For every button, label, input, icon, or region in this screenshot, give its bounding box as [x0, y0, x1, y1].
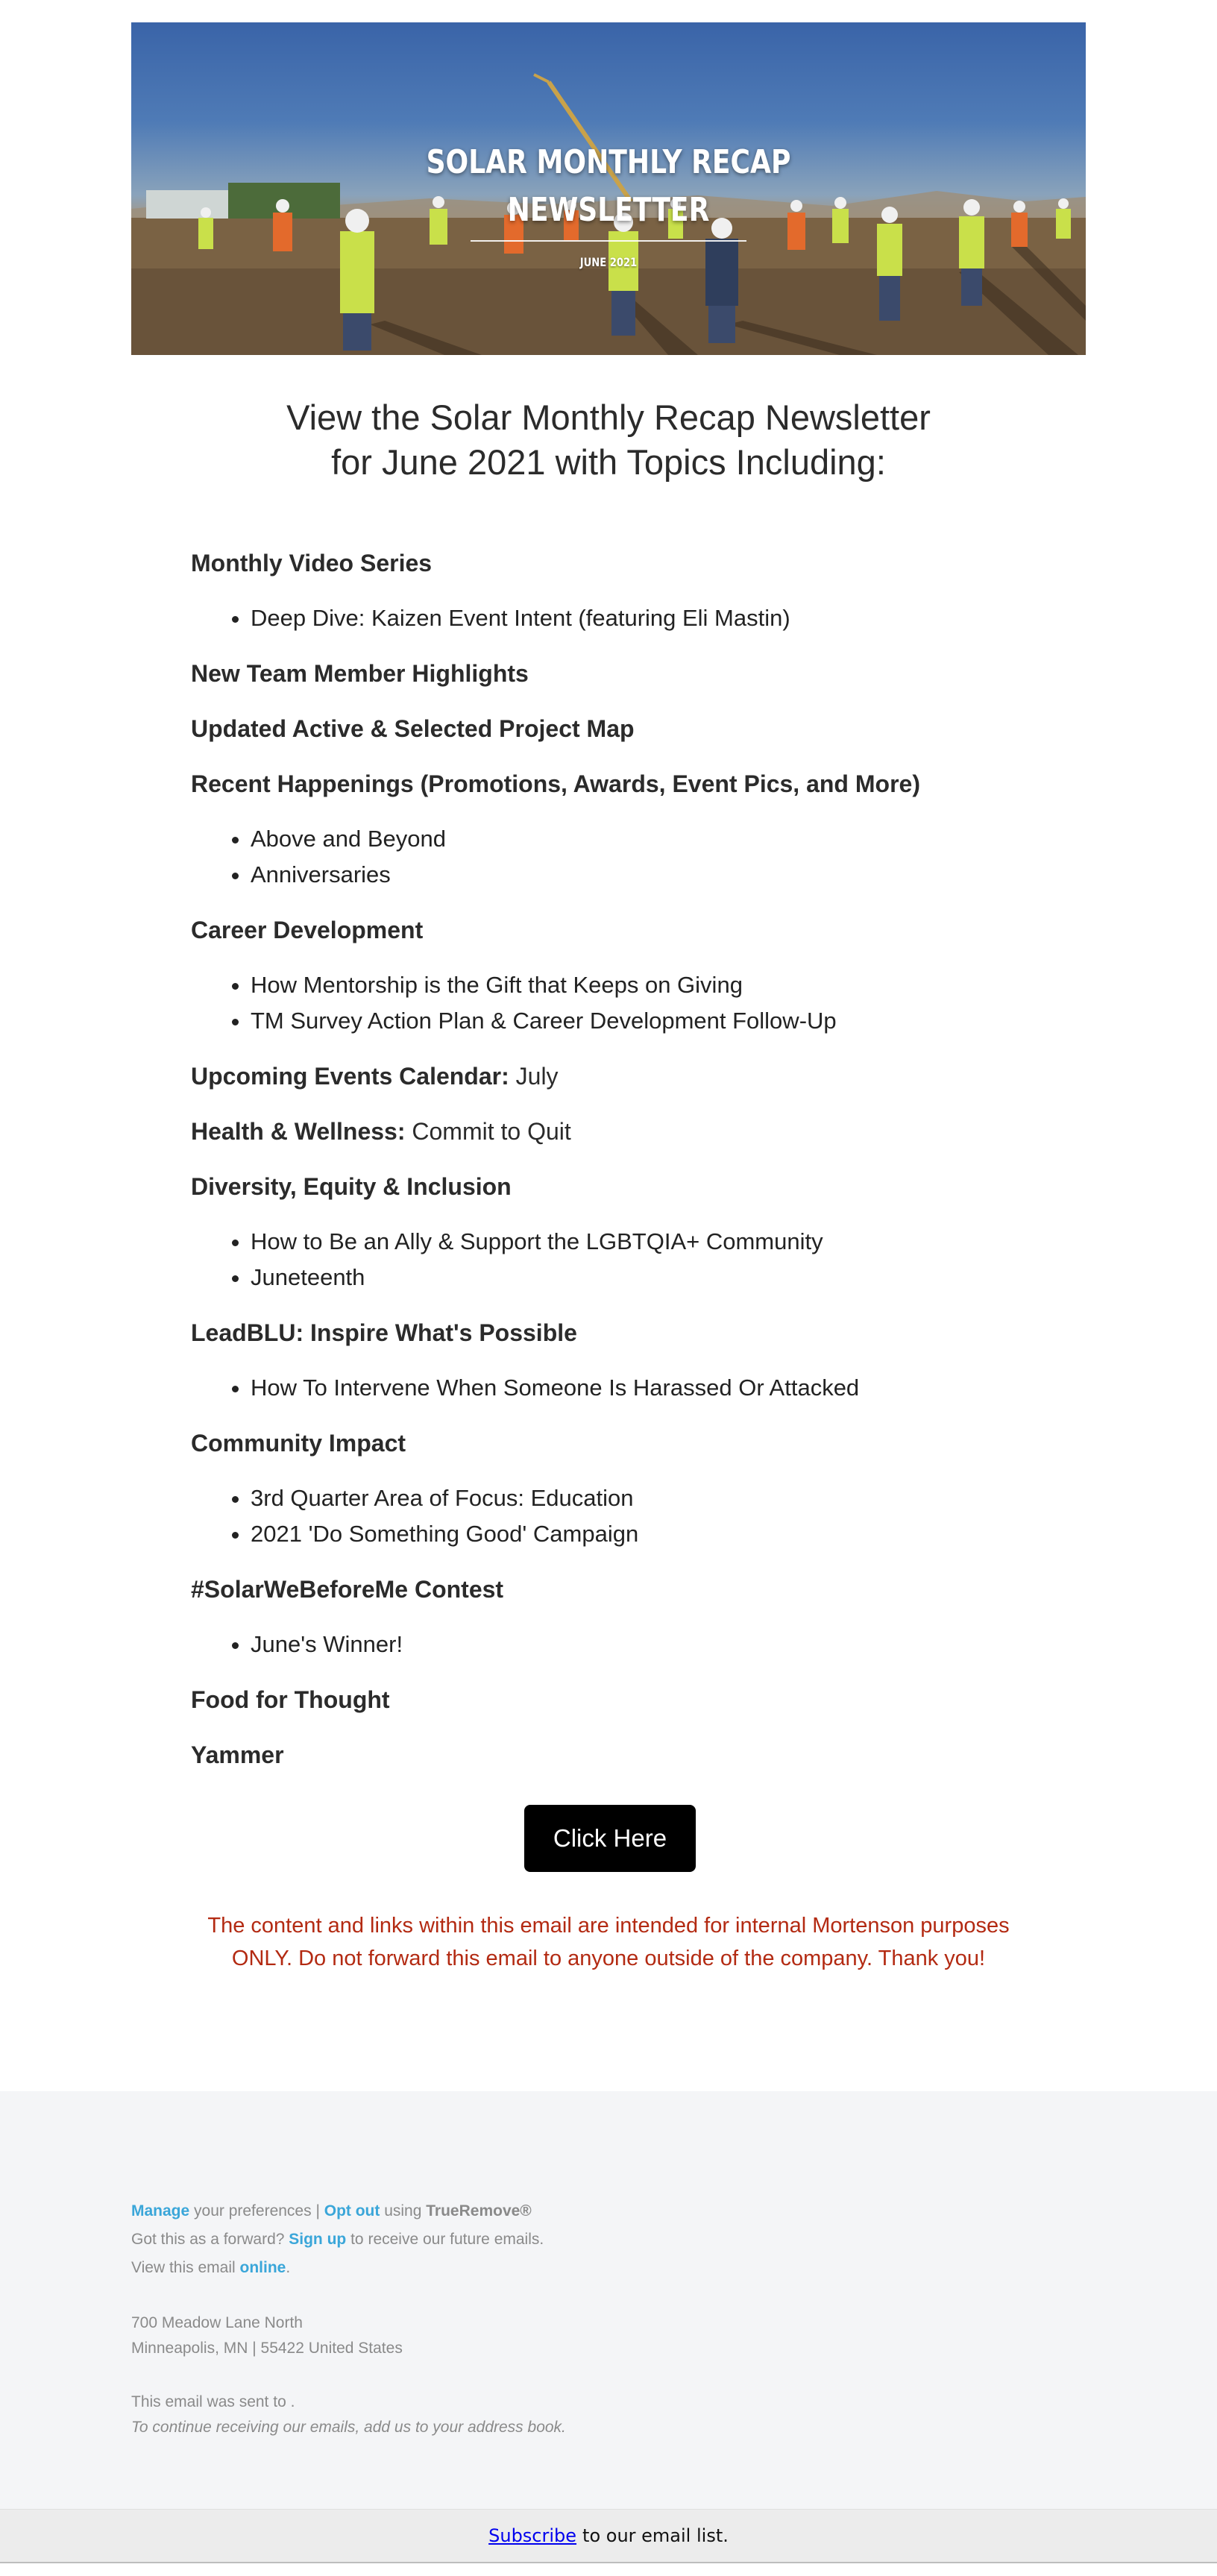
topic-title: Yammer — [191, 1741, 284, 1768]
topic-item: • 3rd Quarter Area of Focus: Education — [251, 1480, 1026, 1516]
topic-item: • Deep Dive: Kaizen Event Intent (featuring Eli Mastin) — [251, 600, 1026, 636]
topic-items — [191, 821, 1026, 893]
footer-links — [131, 2197, 544, 2282]
topic-title: Monthly Video Series — [191, 550, 433, 577]
address-line2: Minneapolis, MN | 55422 United States — [131, 2340, 403, 2357]
topic-title: LeadBLU: Inspire What's Possible — [191, 1319, 577, 1346]
click-here-button[interactable]: Click Here — [524, 1805, 696, 1872]
topics-list — [191, 548, 1026, 1795]
topic-heading — [191, 1172, 1026, 1201]
view-text: View this email — [131, 2259, 240, 2276]
topic-suffix: July — [509, 1063, 559, 1090]
topic-items — [191, 967, 1026, 1039]
signup-rest: to receive our future emails. — [346, 2231, 544, 2248]
forward-text: Got this as a forward? — [131, 2231, 289, 2248]
topic-title: New Team Member Highlights — [191, 660, 529, 687]
hero-divider — [471, 240, 746, 242]
topic-title: Food for Thought — [191, 1686, 390, 1713]
topic-heading — [191, 659, 1026, 688]
topic-item: • 2021 'Do Something Good' Campaign — [251, 1516, 1026, 1552]
topic-heading — [191, 1116, 1026, 1146]
topic-title: Community Impact — [191, 1430, 406, 1457]
topic-heading — [191, 548, 1026, 578]
manage-rest: your preferences | — [189, 2202, 324, 2220]
topic-heading — [191, 1574, 1026, 1604]
address-line1: 700 Meadow Lane North — [131, 2314, 303, 2331]
topic-item: • How To Intervene When Someone Is Harassed Or Attacked — [251, 1370, 1026, 1406]
topic-items — [191, 1480, 1026, 1552]
topic-items — [191, 1627, 1026, 1662]
topic-item: • Juneteenth — [251, 1260, 1026, 1295]
topic-title: Upcoming Events Calendar: — [191, 1063, 509, 1090]
footer — [0, 2091, 1217, 2509]
topic-item: • How Mentorship is the Gift that Keeps on Giving — [251, 967, 1026, 1003]
topic-title: Health & Wellness: — [191, 1118, 406, 1145]
topic-title: Career Development — [191, 917, 424, 943]
intro-heading — [131, 395, 1086, 485]
topic-item: • Above and Beyond — [251, 821, 1026, 857]
topic-suffix: Commit to Quit — [405, 1118, 571, 1145]
topic-title: Updated Active & Selected Project Map — [191, 715, 635, 742]
notice-line2: ONLY. Do not forward this email to anyone outside of the company. Thank you! — [231, 1947, 986, 1970]
topic-heading — [191, 915, 1026, 945]
hero-photo — [131, 22, 1086, 355]
footer-sent-info — [131, 2390, 566, 2440]
internal-notice — [191, 1909, 1026, 1975]
hero-date: JUNE 2021 — [579, 255, 638, 269]
topic-heading — [191, 1685, 1026, 1715]
topic-item: • TM Survey Action Plan & Career Development Follow-Up — [251, 1003, 1026, 1039]
sent-to-text: This email was sent to . — [131, 2393, 295, 2410]
footer-preferences-line — [131, 2197, 544, 2225]
topic-heading — [191, 1740, 1026, 1770]
topic-items — [191, 600, 1026, 636]
topic-title: Diversity, Equity & Inclusion — [191, 1173, 512, 1200]
subscribe-text: to our email list. — [582, 2525, 729, 2546]
topic-item: • Anniversaries — [251, 857, 1026, 893]
view-online-link[interactable]: online — [239, 2259, 286, 2276]
topic-item: • How to Be an Ally & Support the LGBTQIA+ Community — [251, 1224, 1026, 1260]
intro-line2: for June 2021 with Topics Including: — [331, 442, 886, 482]
view-end: . — [286, 2259, 291, 2276]
subscribe-bar — [0, 2509, 1217, 2563]
topic-heading — [191, 1428, 1026, 1458]
hero-title-line2: NEWSLETTER — [507, 191, 710, 229]
sign-up-link[interactable]: Sign up — [289, 2231, 347, 2248]
hero-banner — [131, 22, 1086, 355]
footer-view-line — [131, 2254, 544, 2282]
topic-heading — [191, 1318, 1026, 1348]
topic-title: Recent Happenings (Promotions, Awards, Event Pics, and More) — [191, 770, 920, 797]
optout-rest: using — [380, 2202, 427, 2220]
hero-title-line1: SOLAR MONTHLY RECAP — [426, 143, 791, 181]
footer-address — [131, 2310, 403, 2361]
topic-heading — [191, 1061, 1026, 1091]
opt-out-link[interactable]: Opt out — [324, 2202, 380, 2220]
topic-items — [191, 1224, 1026, 1295]
topic-heading — [191, 769, 1026, 799]
address-book-note: To continue receiving our emails, add us to your address book. — [131, 2419, 566, 2436]
footer-forward-line — [131, 2225, 544, 2254]
notice-line1: The content and links within this email are intended for internal Mortenson purposes — [207, 1914, 1010, 1938]
topic-item: • June's Winner! — [251, 1627, 1026, 1662]
topic-title: #SolarWeBeforeMe Contest — [191, 1576, 504, 1603]
topic-heading — [191, 714, 1026, 744]
topic-items — [191, 1370, 1026, 1406]
subscribe-link[interactable]: Subscribe — [488, 2525, 577, 2546]
intro-line1: View the Solar Monthly Recap Newsletter — [286, 398, 931, 437]
manage-link[interactable]: Manage — [131, 2202, 190, 2220]
trueremove-label: TrueRemove® — [426, 2202, 532, 2220]
